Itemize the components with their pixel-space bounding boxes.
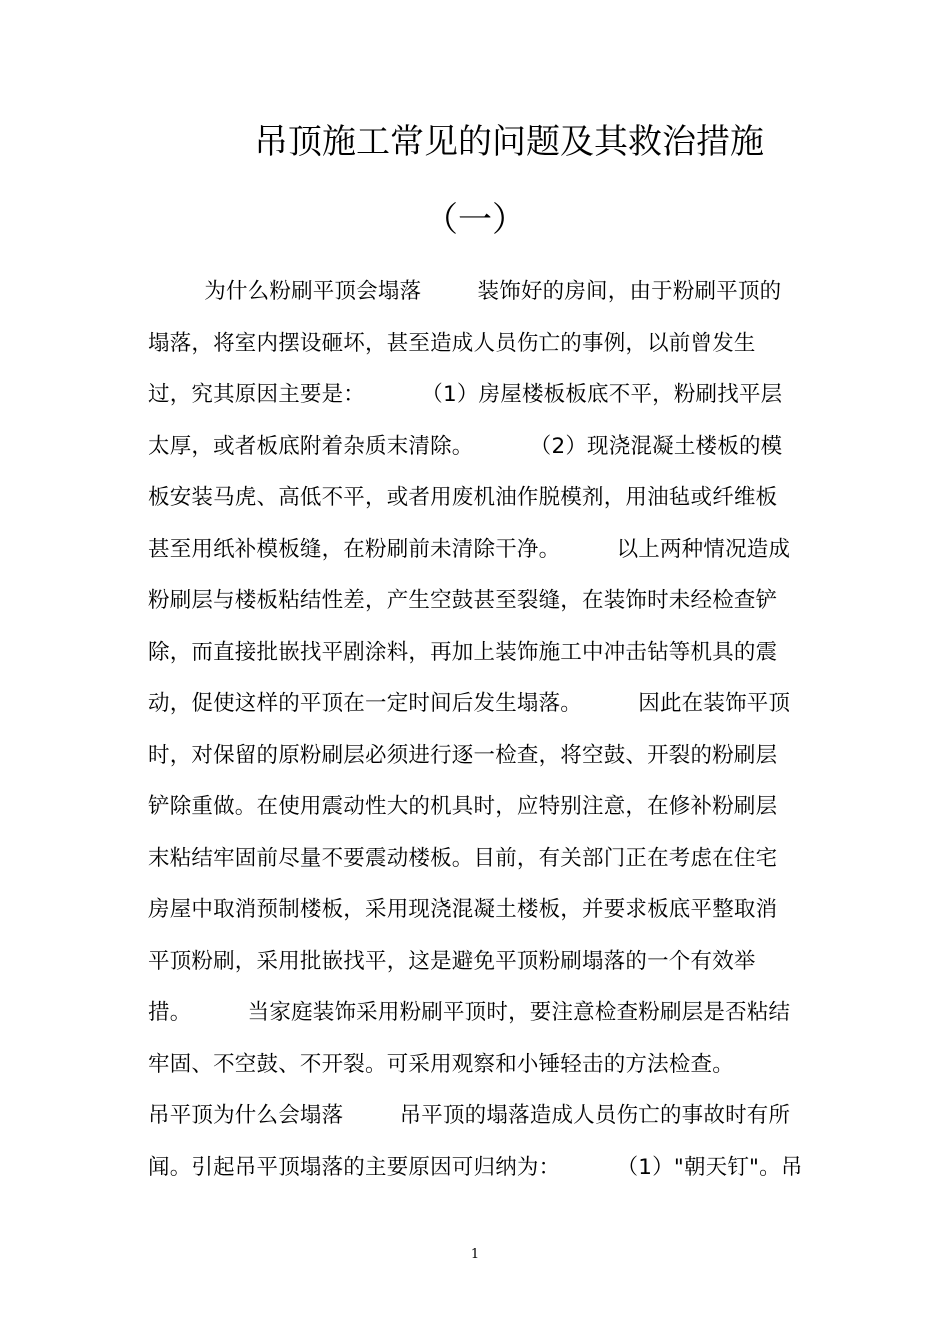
document-subtitle: （一） [424,200,526,240]
body-line: 平顶粉刷，采用批嵌找平，这是避免平顶粉刷塌落的一个有效举 [148,948,756,974]
body-line: 吊平顶为什么会塌落 吊平顶的塌落造成人员伤亡的事故时有所 [148,1103,791,1128]
body-line: 时，对保留的原粉刷层必须进行逐一检查，将空鼓、开裂的粉刷层 [148,742,778,768]
body-line: 粉刷层与楼板粘结性差，产生空鼓甚至裂缝，在装饰时未经检查铲 [148,588,778,613]
body-line: 措。 当家庭装饰采用粉刷平顶时，要注意检查粉刷层是否粘结 [148,1000,791,1025]
body-line: 太厚，或者板底附着杂质末清除。 （2）现浇混凝土楼板的模 [148,433,783,459]
body-line: 除，而直接批嵌找平剧涂料，再加上装饰施工中冲击钻等机具的震 [148,639,778,665]
document-title: 吊顶施工常见的问题及其救治措施 [254,122,764,162]
body-line: 过，究其原因主要是： （1）房屋楼板板底不平，粉刷找平层 [148,382,783,407]
body-line: 闻。引起吊平顶塌落的主要原因可归纳为： （1）"朝天钉"。吊 [148,1154,803,1180]
body-line: 板安装马虎、高低不平，或者用废机油作脱模剂，用油毡或纤维板 [148,485,778,510]
body-line: 为什么粉刷平顶会塌落 装饰好的房间，由于粉刷平顶的 [148,279,782,304]
body-line: 动，促使这样的平顶在一定时间后发生塌落。 因此在装饰平顶 [148,691,791,716]
body-line: 牢固、不空鼓、不开裂。可采用观察和小锤轻击的方法检查。 [148,1051,734,1077]
page-number: 1 [470,1247,480,1262]
body-line: 末粘结牢固前尽量不要震动楼板。目前，有关部门正在考虑在住宅 [148,845,778,871]
body-text [148,272,808,1199]
body-line: 铲除重做。在使用震动性大的机具时，应特别注意，在修补粉刷层 [148,794,778,819]
body-line: 房屋中取消预制楼板，采用现浇混凝土楼板，并要求板底平整取消 [148,897,778,922]
body-line: 甚至用纸补模板缝，在粉刷前未清除干净。 以上两种情况造成 [148,536,791,562]
body-line: 塌落，将室内摆设砸坏，甚至造成人员伤亡的事例，以前曾发生 [148,330,756,356]
